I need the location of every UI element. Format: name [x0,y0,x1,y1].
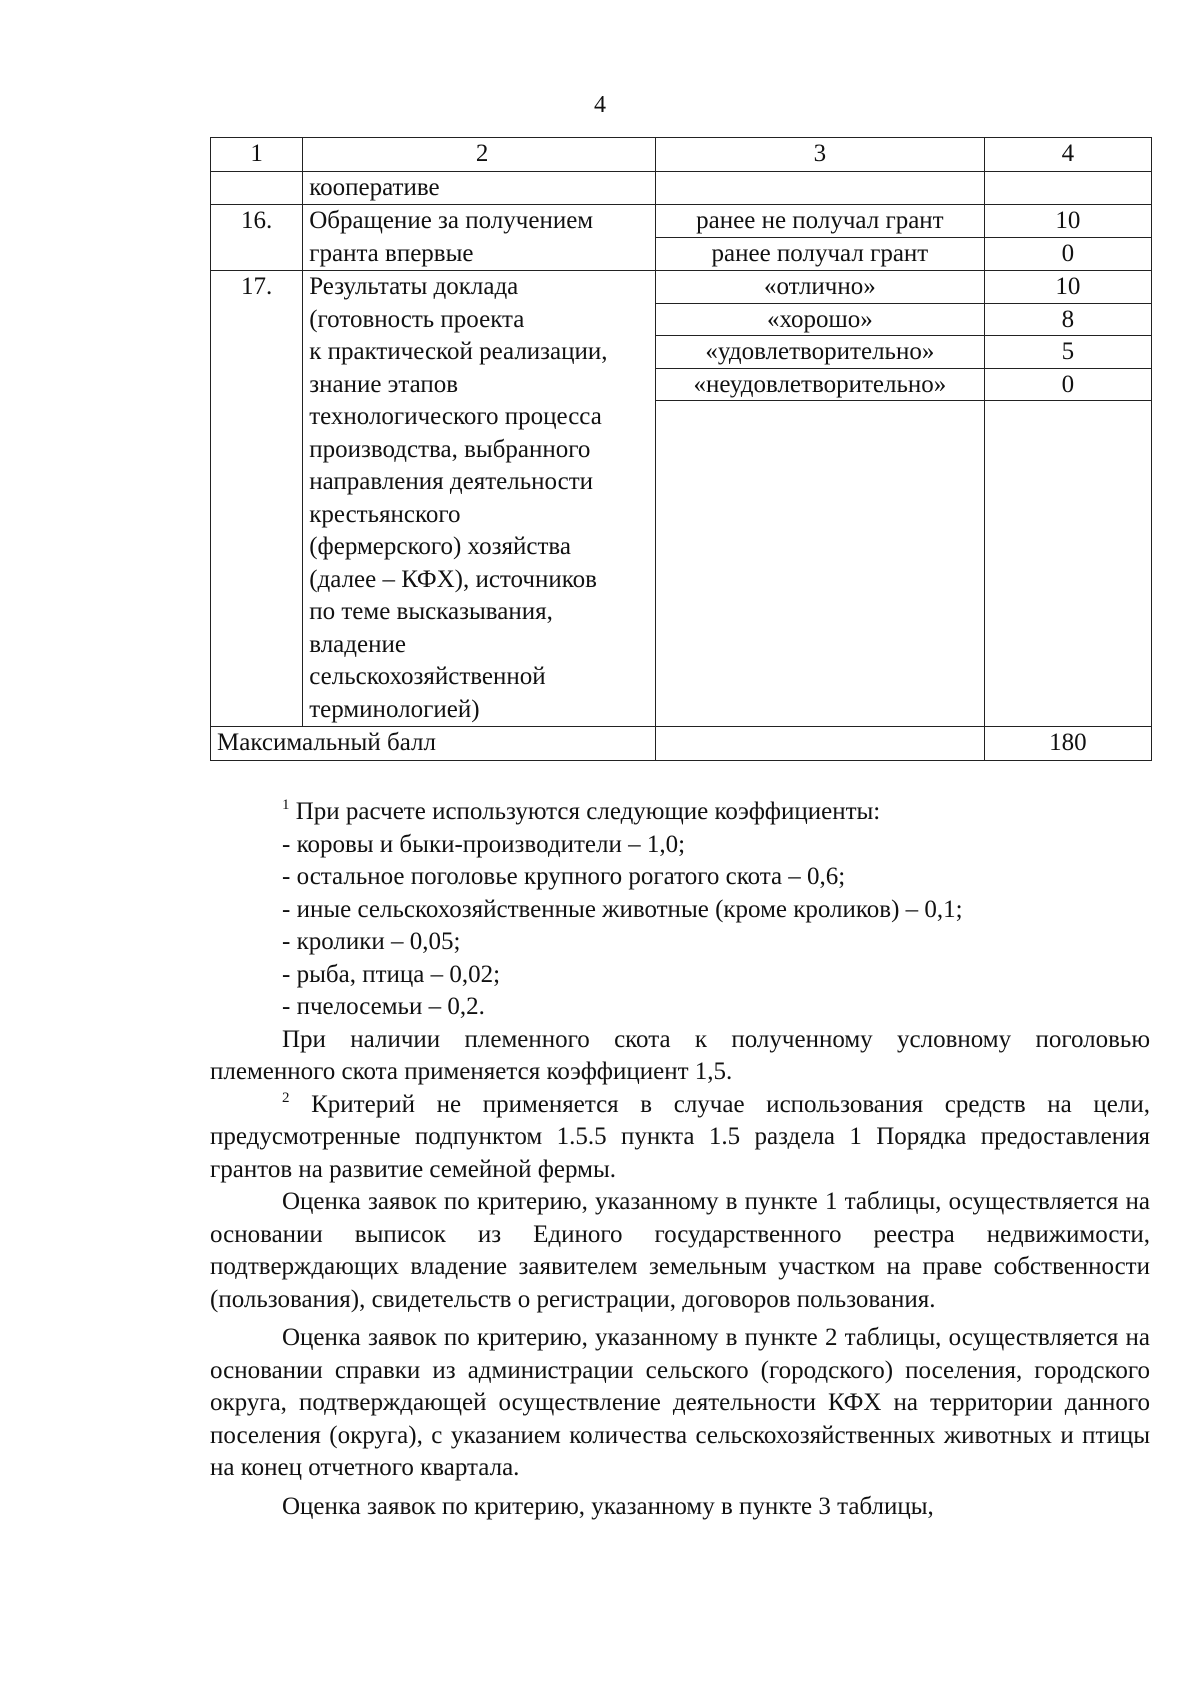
page-number: 4 [594,92,606,118]
footnote-2: $^2$ Критерий не применяется в случае использования средств на цели, предусмотренные подпунктом 1.5.5 пункта 1.5 раздела 1 Порядка предоставления грантов на развитие семейной фермы. [210,1089,1150,1183]
option-label: «удовлетворительно» [656,336,984,369]
option-score: 0 [985,369,1151,402]
option-score: 8 [985,304,1151,337]
footnotes-block [210,796,1150,1523]
options-cell [655,271,984,727]
table-header-row [211,138,1152,172]
criterion-cell: Обращение за получением гранта впервые [303,205,656,271]
criteria-table [210,137,1152,761]
list-item: - остальное поголовье крупного рогатого скота – 0,6; [282,863,846,890]
list-item: - рыба, птица – 0,02; [282,960,501,988]
paragraph: Оценка заявок по критерию, указанному в пункте 2 таблицы, осуществляется на основании справки из администрации сельского (городского) поселения, городского округа, подтверждающей осуществление деятельности КФХ на территории данного поселения (округа), с указанием количества сельскохозяйственных животных и птицы на конец отчетного квартала. [210,1324,1150,1481]
option-label: «отлично» [656,271,984,304]
option-score: 10 [985,271,1151,304]
option-label: «неудовлетворительно» [656,369,984,402]
table-total-row [211,727,1152,761]
table-row-17 [211,271,1152,727]
options-cell [655,205,984,271]
table-row-16 [211,205,1152,271]
scores-cell [984,271,1151,727]
header-col-1: 1 [211,138,303,172]
total-label: Максимальный балл [211,727,656,761]
list-item: - иные сельскохозяйственные животные (кроме кроликов) – 0,1; [282,895,963,923]
footnote-mark: 2 [282,1089,290,1106]
footnote-1-intro: $^1$ При расчете используются следующие коэффициенты: [282,797,881,825]
option-label: ранее получал грант [711,239,929,267]
option-label: ранее не получал грант [656,205,984,238]
breeding-note: При наличии племенного скота к полученному условному поголовью племенного скота применяется коэффициент 1,5. [210,1025,1150,1085]
criterion-cell: Результаты доклада (готовность проекта к практической реализации, знание этапов технологического процесса производства, выбранного направления деятельности крестьянского (фермерского) хозяйства (далее – КФХ), источников по теме высказывания, владение сельскохозяйственной терминологией) [303,271,656,727]
option-score: 0 [1061,239,1075,267]
header-col-3: 3 [655,138,984,172]
row-number: 17. [211,271,303,727]
coefficient-list [210,829,1150,1024]
total-score: 180 [984,727,1151,761]
criterion-cell: кооперативе [303,171,656,205]
list-item: - коровы и быки-производители – 1,0; [282,830,686,858]
paragraph: Оценка заявок по критерию, указанному в пункте 1 таблицы, осуществляется на основании выписок из Единого государственного реестра недвижимости, подтверждающих владение заявителем земельным участком на праве собственности (пользования), свидетельств о регистрации, договоров пользования. [210,1188,1150,1313]
list-item: - пчелосемьи – 0,2. [282,993,485,1020]
header-col-4: 4 [984,138,1151,172]
header-col-2: 2 [303,138,656,172]
footnote-mark: 1 [282,797,290,813]
table-row [211,171,1152,205]
row-number: 16. [211,205,303,271]
list-item: - кролики – 0,05; [282,928,461,955]
option-score: 5 [985,336,1151,369]
option-score: 10 [985,205,1151,238]
option-label: «хорошо» [656,304,984,337]
scores-cell [984,205,1151,271]
paragraph: Оценка заявок по критерию, указанному в пункте 3 таблицы, [282,1492,934,1520]
